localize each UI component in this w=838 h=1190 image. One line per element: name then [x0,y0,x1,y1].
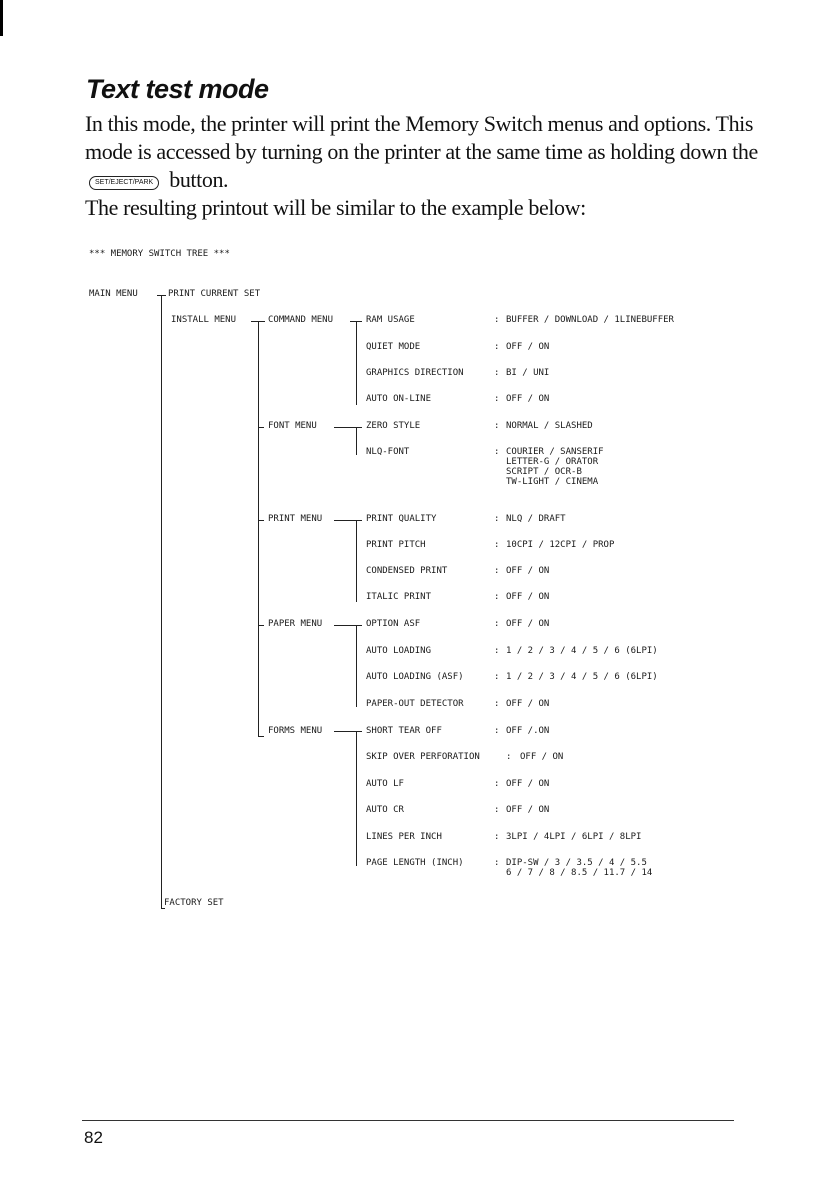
setting-values: OFF / ON [506,805,550,815]
footer-rule [82,1120,734,1121]
forms-menu-label: FORMS MENU [268,726,323,736]
setting-name: PAGE LENGTH (INCH) [366,858,464,868]
setting-name: GRAPHICS DIRECTION [366,368,464,378]
setting-name: ZERO STYLE [366,421,421,431]
tree-connector [161,908,165,909]
intro-text-end: button. [169,167,229,192]
set-eject-park-key-icon: SET/EJECT/PARK [89,176,159,190]
separator-colon: : [506,752,512,762]
separator-colon: : [494,779,500,789]
setting-values: OFF / ON [506,779,550,789]
print-current-set-label: PRINT CURRENT SET [168,289,261,299]
separator-colon: : [494,858,500,868]
setting-values: OFF / ON [506,342,550,352]
separator-colon: : [494,646,500,656]
setting-name: AUTO CR [366,805,404,815]
setting-values: OFF / ON [506,619,550,629]
separator-colon: : [494,540,500,550]
setting-values: OFF / ON [506,566,550,576]
tree-connector [334,625,362,626]
page-title: Text test mode [86,74,269,104]
font-menu-label: FONT MENU [268,421,317,431]
setting-values: OFF / ON [506,394,550,404]
setting-name: AUTO LF [366,779,404,789]
factory-set-label: FACTORY SET [164,898,224,908]
setting-values: NLQ / DRAFT [506,514,566,524]
setting-values: COURIER / SANSERIF [506,447,604,457]
setting-values: OFF / ON [506,699,550,709]
tree-connector [258,625,264,626]
tree-connector [334,731,362,732]
setting-values: NORMAL / SLASHED [506,421,593,431]
separator-colon: : [494,315,500,325]
tree-connector [258,427,264,428]
setting-values: 1 / 2 / 3 / 4 / 5 / 6 (6LPI) [506,646,658,656]
paper-menu-label: PAPER MENU [268,619,323,629]
separator-colon: : [494,699,500,709]
install-menu-label: INSTALL MENU [171,315,237,325]
setting-values: OFF / ON [520,752,564,762]
margin-mark [0,0,3,36]
result-paragraph: The resulting printout will be similar to the example below: [85,195,586,220]
setting-name: RAM USAGE [366,315,415,325]
tree-connector [356,625,357,707]
setting-values: BI / UNI [506,368,550,378]
setting-name: AUTO ON-LINE [366,394,432,404]
setting-values: 6 / 7 / 8 / 8.5 / 11.7 / 14 [506,868,653,878]
tree-connector [161,295,162,908]
setting-name: SHORT TEAR OFF [366,726,442,736]
tree-connector [356,731,357,866]
setting-values: BUFFER / DOWNLOAD / 1LINEBUFFER [506,315,674,325]
print-menu-label: PRINT MENU [268,514,323,524]
separator-colon: : [494,394,500,404]
tree-connector [356,321,357,405]
separator-colon: : [494,805,500,815]
separator-colon: : [494,514,500,524]
separator-colon: : [494,592,500,602]
setting-values: LETTER-G / ORATOR [506,457,599,467]
separator-colon: : [494,447,500,457]
setting-values: SCRIPT / OCR-B [506,467,582,477]
separator-colon: : [494,832,500,842]
separator-colon: : [494,421,500,431]
setting-name: PRINT PITCH [366,540,426,550]
tree-connector [258,520,264,521]
separator-colon: : [494,566,500,576]
setting-name: ITALIC PRINT [366,592,432,602]
separator-colon: : [494,726,500,736]
setting-name: AUTO LOADING (ASF) [366,672,464,682]
separator-colon: : [494,342,500,352]
setting-name: CONDENSED PRINT [366,566,448,576]
page-number: 82 [84,1128,103,1147]
tree-connector [258,736,264,737]
intro-paragraph [85,110,765,194]
setting-name: PRINT QUALITY [366,514,437,524]
tree-connector [334,520,362,521]
tree-connector [356,427,357,455]
setting-name: PAPER-OUT DETECTOR [366,699,464,709]
setting-values: OFF / ON [506,592,550,602]
separator-colon: : [494,672,500,682]
setting-values: TW-LIGHT / CINEMA [506,477,599,487]
setting-name: AUTO LOADING [366,646,432,656]
setting-name: OPTION ASF [366,619,421,629]
separator-colon: : [494,368,500,378]
main-menu-label: MAIN MENU [89,289,138,299]
intro-text: In this mode, the printer will print the Memory Switch menus and options. This mode is accessed by turning on the printer at the same time as holding down the [85,111,758,164]
setting-name: QUIET MODE [366,342,421,352]
setting-values: DIP-SW / 3 / 3.5 / 4 / 5.5 [506,858,647,868]
separator-colon: : [494,619,500,629]
setting-name: LINES PER INCH [366,832,442,842]
setting-values: OFF /.ON [506,726,550,736]
setting-values: 10CPI / 12CPI / PROP [506,540,615,550]
setting-name: SKIP OVER PERFORATION [366,752,480,762]
setting-values: 1 / 2 / 3 / 4 / 5 / 6 (6LPI) [506,672,658,682]
command-menu-label: COMMAND MENU [268,315,334,325]
tree-connector [334,427,362,428]
tree-header: *** MEMORY SWITCH TREE *** [89,249,230,259]
setting-name: NLQ-FONT [366,447,410,457]
tree-connector [356,520,357,602]
tree-connector [258,321,259,736]
setting-values: 3LPI / 4LPI / 6LPI / 8LPI [506,832,642,842]
